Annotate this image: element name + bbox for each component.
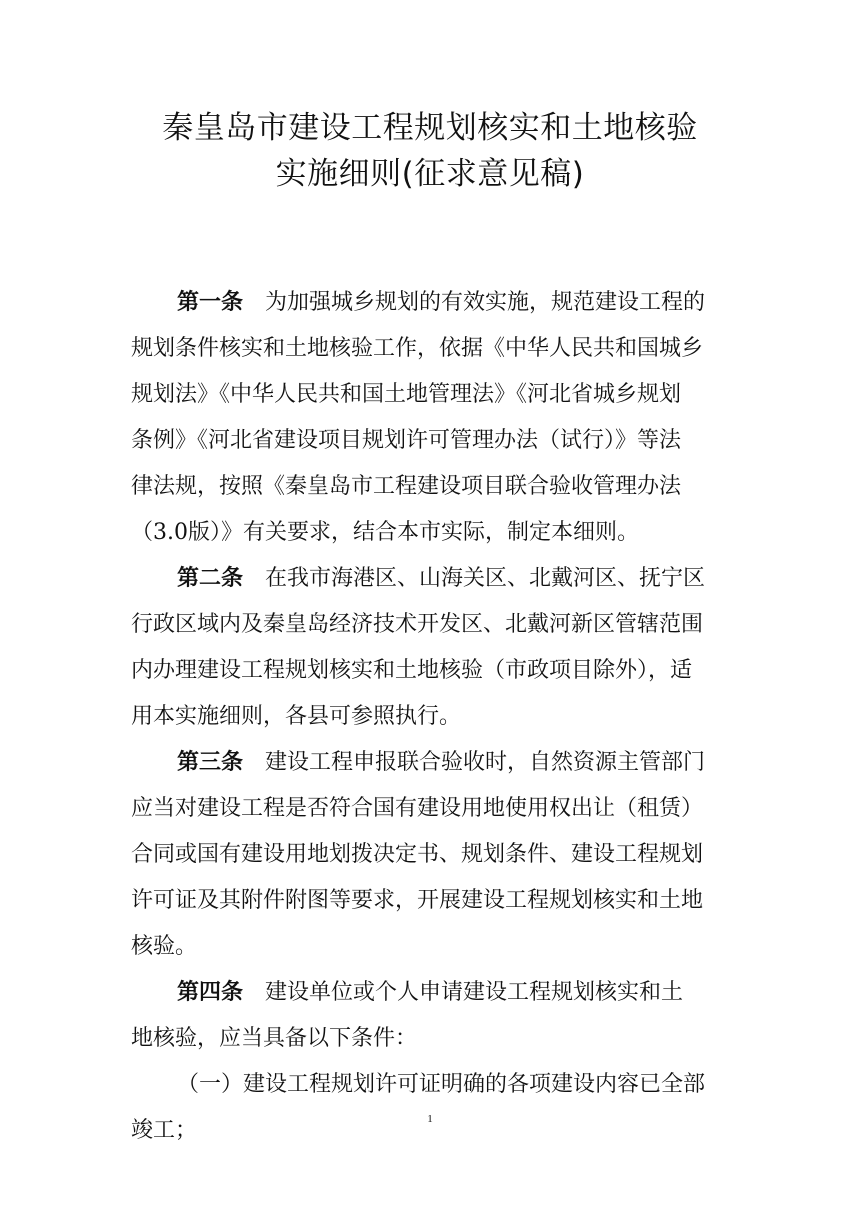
clause-1-line-2: 竣工； xyxy=(131,1118,198,1143)
page-number: 1 xyxy=(427,1113,433,1125)
article-1-line-3: 规划法》《中华人民共和国土地管理法》《河北省城乡规划 xyxy=(131,382,682,407)
article-3-line-2: 应当对建设工程是否符合国有建设用地使用权出让（租赁） xyxy=(131,796,704,821)
article-4-text-line-1: 建设单位或个人申请建设工程规划核实和土 xyxy=(265,980,684,1005)
document-title-line-2: 实施细则(征求意见稿) xyxy=(275,156,585,192)
article-2-heading: 第二条 xyxy=(177,566,244,591)
article-2-line-3: 内办理建设工程规划核实和土地核验（市政项目除外），适 xyxy=(131,658,693,683)
document-title-line-1: 秦皇岛市建设工程规划核实和土地核验 xyxy=(162,110,698,146)
article-3-line-5: 核验。 xyxy=(131,934,198,959)
article-2-text-line-1: 在我市海港区、山海关区、北戴河区、抚宁区 xyxy=(265,566,706,591)
article-2-line-2: 行政区域内及秦皇岛经济技术开发区、北戴河新区管辖范围 xyxy=(131,612,704,637)
article-4-line-2: 地核验，应当具备以下条件： xyxy=(131,1026,418,1051)
article-3-line-3: 合同或国有建设用地划拨决定书、规划条件、建设工程规划 xyxy=(131,842,704,867)
article-1-heading: 第一条 xyxy=(177,290,244,315)
article-1-line-4: 条例》《河北省建设项目规划许可管理办法（试行）》等法 xyxy=(131,428,682,453)
clause-1-line-1: （一）建设工程规划许可证明确的各项建设内容已全部 xyxy=(177,1072,706,1097)
article-1-line-6: （3.0版）》有关要求，结合本市实际，制定本细则。 xyxy=(131,520,639,545)
article-1-line-1 xyxy=(177,280,705,326)
article-3-line-1 xyxy=(177,740,705,786)
article-4-line-1 xyxy=(177,970,683,1016)
article-3-heading: 第三条 xyxy=(177,750,244,775)
article-1-line-2: 规划条件核实和土地核验工作，依据《中华人民共和国城乡 xyxy=(131,336,704,361)
article-4-heading: 第四条 xyxy=(177,980,244,1005)
article-2-line-4: 用本实施细则，各县可参照执行。 xyxy=(131,704,462,729)
article-3-text-line-1: 建设工程申报联合验收时，自然资源主管部门 xyxy=(265,750,706,775)
article-1-line-5: 律法规，按照《秦皇岛市工程建设项目联合验收管理办法 xyxy=(131,474,682,499)
article-3-line-4: 许可证及其附件附图等要求，开展建设工程规划核实和土地 xyxy=(131,888,704,913)
article-1-text-line-1: 为加强城乡规划的有效实施，规范建设工程的 xyxy=(265,290,706,315)
article-2-line-1 xyxy=(177,556,705,602)
